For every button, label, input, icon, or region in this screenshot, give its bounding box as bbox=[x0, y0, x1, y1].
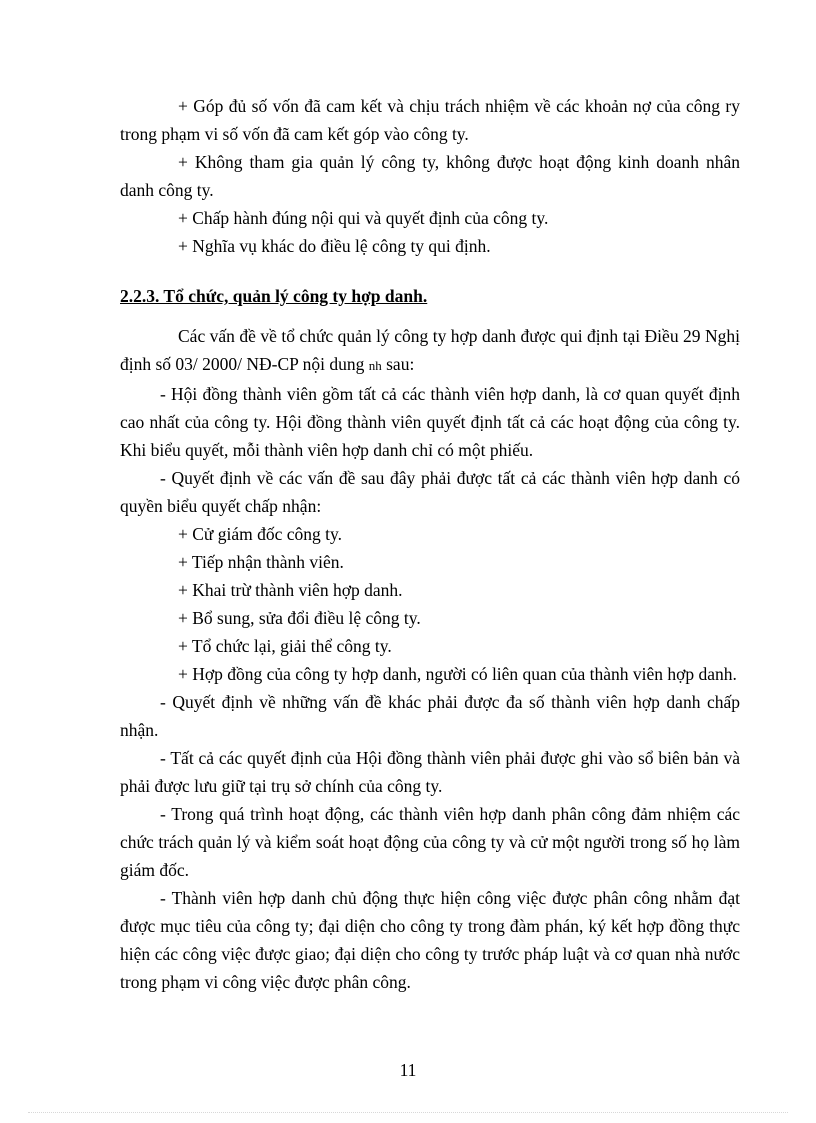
council-paragraph: - Hội đồng thành viên gồm tất cả các thành viên hợp danh, là cơ quan quyết định cao nhất của công ty. Hội đồng thành viên quyết định tất cả các hoạt động của công ty. Khi biểu quyết, mỗi thành viên hợp danh chỉ có một phiếu. bbox=[120, 384, 740, 460]
top-item-4: + Nghĩa vụ khác do điều lệ công ty qui định. bbox=[178, 236, 491, 256]
decisions-paragraph: - Quyết định về các vấn đề sau đây phải được tất cả các thành viên hợp danh có quyền biểu quyết chấp nhận: bbox=[120, 468, 740, 516]
section-heading: 2.2.3. Tổ chức, quản lý công ty hợp danh. bbox=[120, 286, 428, 306]
decision-item-5: + Tổ chức lại, giải thể công ty. bbox=[178, 636, 392, 656]
document-body bbox=[120, 92, 740, 996]
intro-small-text: nh bbox=[368, 358, 382, 373]
closing-paragraph-1: - Quyết định về những vấn đề khác phải được đa số thành viên hợp danh chấp nhận. bbox=[120, 692, 740, 740]
closing-paragraph-2: - Tất cả các quyết định của Hội đồng thành viên phải được ghi vào sổ biên bản và phải được lưu giữ tại trụ sở chính của công ty. bbox=[120, 748, 740, 796]
decision-item-3: + Khai trừ thành viên hợp danh. bbox=[178, 580, 403, 600]
decision-item-4: + Bổ sung, sửa đổi điều lệ công ty. bbox=[178, 608, 421, 628]
page-bottom-divider bbox=[28, 1112, 788, 1113]
top-item-1: + Góp đủ số vốn đã cam kết và chịu trách nhiệm về các khoản nợ của công ry trong phạm vi số vốn đã cam kết góp vào công ty. bbox=[120, 96, 740, 144]
intro-tail: sau: bbox=[381, 354, 415, 374]
closing-paragraph-4: - Thành viên hợp danh chủ động thực hiện công việc được phân công nhằm đạt được mục tiêu của công ty; đại diện cho công ty trong đàm phán, ký kết hợp đồng thực hiện các công việc được giao; đại diện cho công ty trước pháp luật và cơ quan nhà nước trong phạm vi công việc được phân công. bbox=[120, 888, 740, 992]
intro-paragraph bbox=[120, 322, 740, 380]
decision-item-1: + Cử giám đốc công ty. bbox=[178, 524, 343, 544]
top-item-3: + Chấp hành đúng nội qui và quyết định của công ty. bbox=[178, 208, 549, 228]
top-item-2: + Không tham gia quản lý công ty, không được hoạt động kinh doanh nhân danh công ty. bbox=[120, 152, 740, 200]
intro-text: Các vấn đề về tổ chức quản lý công ty hợp danh được qui định tại Điều 29 Nghị định số 03/ 2000/ NĐ-CP nội dung bbox=[120, 326, 740, 374]
page-number: 11 bbox=[399, 1060, 417, 1080]
decision-item-6: + Hợp đồng của công ty hợp danh, người có liên quan của thành viên hợp danh. bbox=[178, 664, 737, 684]
decision-item-2: + Tiếp nhận thành viên. bbox=[178, 552, 344, 572]
closing-paragraph-3: - Trong quá trình hoạt động, các thành viên hợp danh phân công đảm nhiệm các chức trách quản lý và kiểm soát hoạt động của công ty và cử một người trong số họ làm giám đốc. bbox=[120, 804, 740, 880]
